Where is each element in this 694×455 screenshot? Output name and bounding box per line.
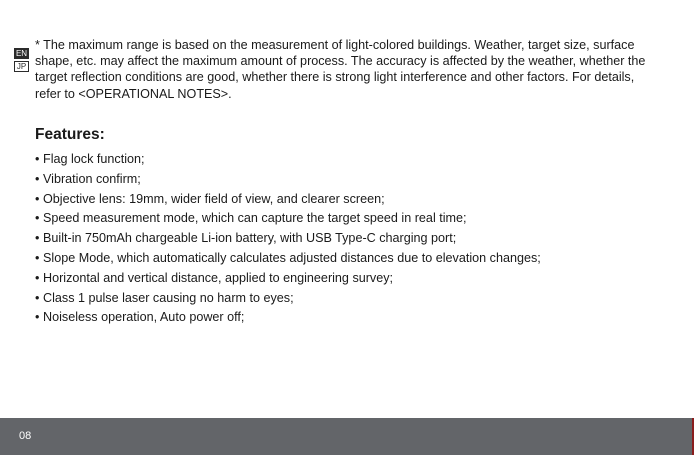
- feature-item-objective-lens: [35, 190, 541, 210]
- feature-text: Noiseless operation, Auto power off;: [43, 310, 245, 325]
- feature-item-distance: [35, 269, 541, 289]
- feature-text: Speed measurement mode, which can capture the target speed in real time;: [43, 211, 467, 226]
- feature-text: Slope Mode, which automatically calculates adjusted distances due to elevation changes;: [43, 250, 541, 265]
- language-tab-jp[interactable]: JP: [14, 61, 29, 72]
- feature-item-vibration: [35, 170, 541, 190]
- feature-item-battery: [35, 229, 541, 249]
- feature-item-noiseless: [35, 308, 541, 328]
- feature-text: Class 1 pulse laser causing no harm to eyes;: [43, 290, 294, 305]
- bullet-mark: •: [35, 171, 40, 186]
- bullet-mark: •: [35, 310, 40, 325]
- range-note: * The maximum range is based on the measurement of light-colored buildings. Weather, target size, surface shape, etc. may affect the maximum amount of process. The accuracy is affected by the weather, whether the target reflection conditions are good, whether there is strong light interference and other factors. For details, refer to <OPERATIONAL NOTES>.: [35, 38, 646, 101]
- bullet-mark: •: [35, 290, 40, 305]
- language-tabs: [14, 48, 29, 74]
- page-number: 08: [19, 430, 32, 442]
- features-list: [35, 150, 541, 328]
- bullet-mark: •: [35, 231, 40, 246]
- feature-text: Vibration confirm;: [43, 171, 141, 186]
- feature-text: Built-in 750mAh chargeable Li-ion battery, with USB Type-C charging port;: [43, 231, 457, 246]
- features-heading: Features:: [35, 126, 105, 143]
- bullet-mark: •: [35, 250, 40, 265]
- feature-item-speed-mode: [35, 209, 541, 229]
- bullet-mark: •: [35, 270, 40, 285]
- bullet-mark: •: [35, 152, 40, 166]
- bullet-mark: •: [35, 191, 40, 206]
- feature-text: Horizontal and vertical distance, applied to engineering survey;: [43, 270, 394, 285]
- feature-text: Flag lock function;: [43, 152, 145, 166]
- bullet-mark: •: [35, 211, 40, 226]
- language-tab-en[interactable]: EN: [15, 49, 28, 58]
- feature-text: Objective lens: 19mm, wider field of view, and clearer screen;: [43, 191, 385, 206]
- page-footer: [0, 418, 694, 455]
- feature-item-slope-mode: [35, 249, 541, 269]
- feature-item-laser-class: [35, 289, 541, 309]
- feature-item-flag-lock: [35, 150, 541, 170]
